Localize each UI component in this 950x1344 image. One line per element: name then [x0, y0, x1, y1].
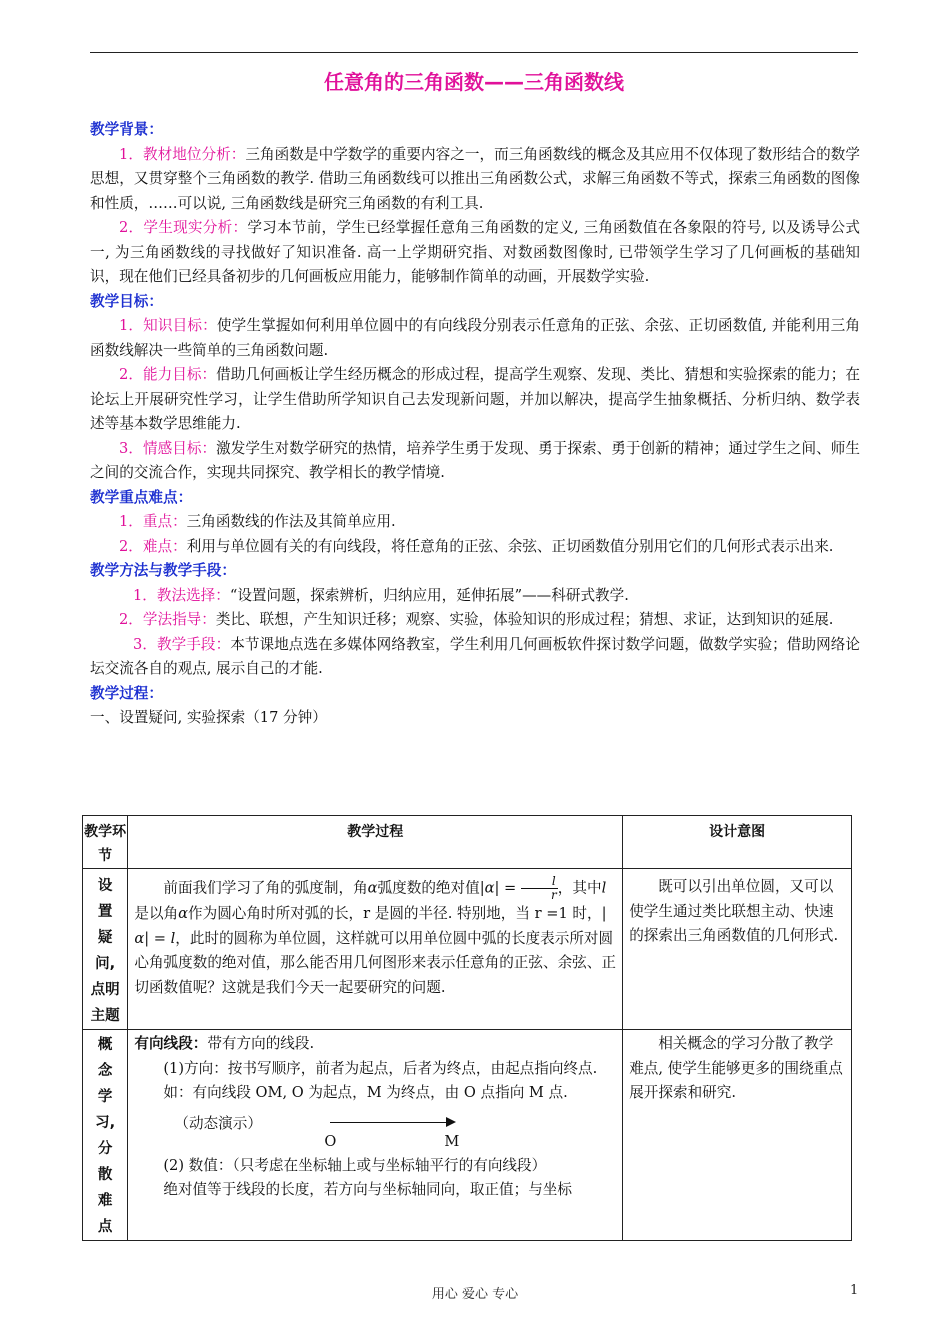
table-row: [83, 1030, 852, 1241]
process-cell: 前面我们学习了角的弧度制，角α弧度数的绝对值|α| = $\frac{l}{r}$ ，其中l是以角α作为圆心角时所对弧的长，r 是圆的半径. 特别地，当 r =1 时，|α| = l，此时的圆称为单位圆，这样就可以用单位圆中弧的长度表示所对圆心角弧度数的绝对值，那么能否用几何图形来表示任意角的正弦、余弦、正切函数值呢？这就是我们今天一起要研究的问题.: [128, 869, 623, 1030]
paragraph: [90, 608, 860, 633]
vector-diagram: [134, 1106, 616, 1162]
paragraph-text: 学习本节前，学生已经掌握任意角三角函数的定义, 三角函数值在各象限的符号, 以及诱导公式一, 为三角函数线的寻找做好了知识准备. 高一上学期研究指、对数函数图像时, 已带领学生学习了几何画板的基础知识，现在他们已经具备初步的几何画板应用能力，能够制作简单的动画，开展数学实验.: [90, 219, 860, 285]
arrow-icon: [446, 1117, 456, 1127]
paragraph: [90, 510, 860, 535]
vector-line: [330, 1122, 450, 1123]
paragraph: [90, 143, 860, 217]
paragraph-label: 2．难点：: [119, 537, 187, 555]
paragraph-text: 三角函数线的作法及其简单应用.: [186, 513, 396, 530]
heading-background: 教学背景：: [90, 121, 163, 138]
stage-cell: 概 念 学 习, 分 散 难 点: [83, 1030, 128, 1241]
paragraph-label: 2．学法指导：: [119, 611, 216, 628]
paragraph: [90, 363, 860, 437]
heading-key-points: 教学重点难点：: [90, 488, 193, 506]
table-header-row: [83, 816, 852, 869]
heading-process: 教学过程：: [90, 684, 163, 702]
paragraph: [90, 437, 860, 486]
paragraph-label: 3．情感目标：: [119, 439, 217, 457]
heading-objectives: 教学目标：: [90, 292, 163, 310]
paragraph-text: 激发学生对数学研究的热情，培养学生勇于发现、勇于探索、勇于创新的精神；通过学生之间、师生之间的交流合作，实现共同探究、教学相长的教学情境.: [90, 439, 860, 481]
paragraph-label: 3．教学手段：: [133, 635, 231, 653]
example-text: 如：有向线段 OM, O 为起点，M 为终点，由 O 点指向 M 点.: [163, 1084, 568, 1101]
paragraph: [90, 314, 860, 363]
intent-cell: 相关概念的学习分散了教学难点, 使学生能够更多的围绕重点展开探索和研究.: [623, 1030, 852, 1241]
point-m-label: M: [444, 1132, 460, 1150]
paragraph: [90, 216, 860, 290]
process-cell: [128, 1030, 623, 1241]
paragraph-label: 2．能力目标：: [119, 366, 217, 383]
point-o-label: O: [324, 1132, 337, 1150]
header-process: 教学过程: [128, 816, 623, 869]
paragraph-label: 1．重点：: [119, 513, 187, 530]
page-number: 1: [850, 1283, 859, 1298]
section-subtitle: 一、设置疑问, 实验探索（17 分钟）: [90, 709, 327, 726]
table-row: [83, 869, 852, 1030]
intent-cell: 既可以引出单位圆，又可以使学生通过类比联想主动、快速的探索出三角函数值的几何形式.: [623, 869, 852, 1030]
paragraph-label: 1．教材地位分析：: [119, 145, 246, 163]
lesson-table: [82, 815, 852, 1241]
paragraph-text: 使学生掌握如何利用单位圆中的有向线段分别表示任意角的正弦、余弦、正切函数值, 并能利用三角函数线解决一些简单的三角函数问题.: [90, 317, 860, 359]
fraction: $\frac{l}{r}$: [521, 875, 558, 902]
paragraph-text: 借助几何画板让学生经历概念的形成过程，提高学生观察、发现、类比、猜想和实验探索的能力；在论坛上开展研究性学习，让学生借助所学知识自己去发现新问题，并加以解决，提高学生抽象概括、分析归纳、数学表述等基本数学思维能力.: [90, 366, 860, 432]
page-title: 任意角的三角函数——三角函数线: [324, 70, 624, 94]
paragraph: [90, 535, 860, 560]
header-stage: 教学环节: [83, 816, 128, 869]
paragraph-label: 2．学生现实分析：: [119, 219, 248, 236]
page-footer: 用心 爱心 专心: [431, 1287, 519, 1302]
stage-cell: 设 置 疑 问, 点明 主题: [83, 869, 128, 1030]
definition-line: 有向线段：带有方向的线段.: [134, 1035, 315, 1052]
document-body: [90, 118, 860, 731]
paragraph-text: 三角函数是中学数学的重要内容之一，而三角函数线的概念及其应用不仅体现了数形结合的数学思想，又贯穿整个三角函数的教学. 借助三角函数线可以推出三角函数公式，求解三角函数不等式，探索三角函数的图像和性质，……可以说, 三角函数线是研究三角函数的有利工具.: [90, 145, 860, 212]
paragraph: [90, 584, 860, 609]
paragraph-label: 1．教法选择：: [133, 586, 230, 604]
value-text: (2) 数值：（只考虑在坐标轴上或与坐标轴平行的有向线段）: [163, 1156, 547, 1174]
paragraph-label: 1．知识目标：: [119, 317, 217, 334]
paragraph-text: 利用与单位圆有关的有向线段，将任意角的正弦、余弦、正切函数值分别用它们的几何形式表示出来.: [186, 537, 834, 555]
direction-text: (1)方向：按书写顺序，前者为起点，后者为终点，由起点指向终点.: [163, 1059, 598, 1077]
paragraph: [90, 633, 860, 682]
paragraph-text: 类比、联想，产生知识迁移；观察、实验，体验知识的形成过程；猜想、求证，达到知识的延展.: [215, 611, 834, 628]
value-text-cont: 绝对值等于线段的长度，若方向与坐标轴同向，取正值；与坐标: [163, 1181, 572, 1198]
demo-label: （动态演示）: [174, 1114, 262, 1132]
definition-label: 有向线段：: [134, 1035, 208, 1052]
paragraph-text: “设置问题，探索辨析，归纳应用，延伸拓展”——科研式教学.: [229, 586, 629, 604]
paragraph-text: 本节课地点选在多媒体网络教室，学生利用几何画板软件探讨数学问题，做数学实验；借助网络论坛交流各自的观点, 展示自己的才能.: [90, 635, 860, 677]
header-intent: 设计意图: [623, 816, 852, 869]
top-rule: [90, 52, 858, 53]
heading-methods: 教学方法与教学手段：: [90, 562, 236, 579]
